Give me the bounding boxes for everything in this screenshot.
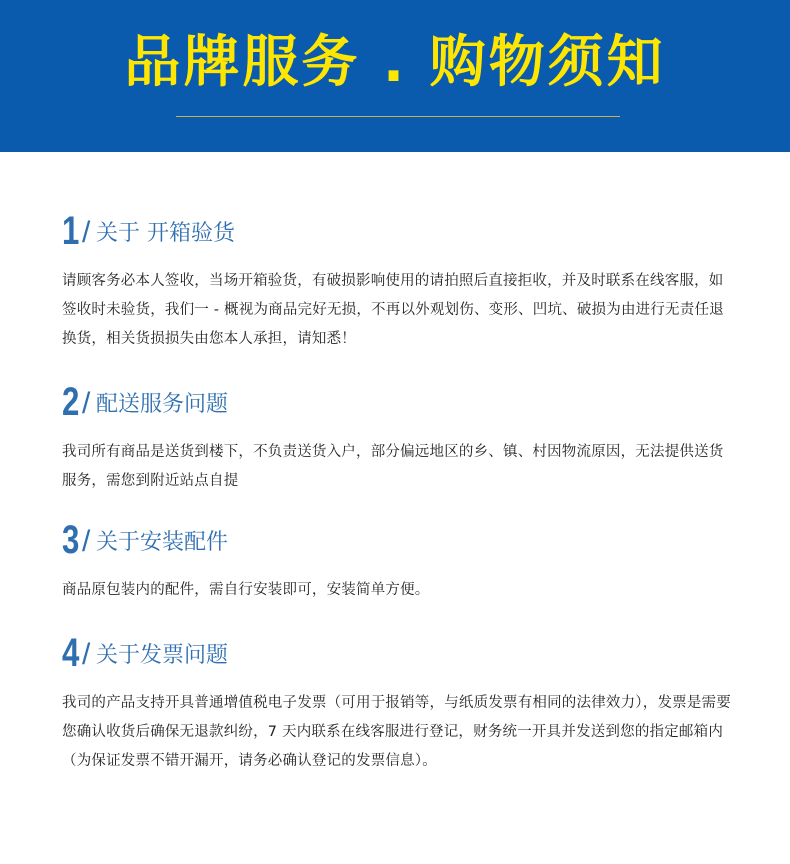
section-heading: [62, 380, 732, 426]
section-heading: [62, 518, 732, 564]
section-slash: /: [82, 638, 91, 671]
section-heading: [62, 631, 732, 677]
section-number: 2: [62, 380, 80, 424]
section-title: 配送服务问题: [96, 392, 229, 417]
section-body: 我司的产品支持开具普通增值税电子发票（可用于报销等，与纸质发票有相同的法律效力），发票是需要您确认收货后确保无退款纠纷，7 天内联系在线客服进行登记，财务统一开具并发送到您的指定邮箱内（为保证发票不错开漏开，请务必确认登记的发票信息）。: [62, 695, 731, 769]
section-slash: /: [82, 216, 91, 249]
section-body: 请顾客务必本人签收，当场开箱验货，有破损影响使用的请拍照后直接拒收，并及时联系在线客服，如签收时未验货，我们一 - 概视为商品完好无损，不再以外观划伤、变形、凹坑、破损为由进行无责任退换货，相关货损损失由您本人承担，请知悉！: [62, 273, 724, 347]
section-delivery-service: [62, 380, 732, 496]
section-number: 1: [62, 209, 80, 253]
section-unboxing-inspection: [62, 209, 732, 354]
section-slash: /: [82, 525, 91, 558]
section-number: 3: [62, 518, 80, 562]
section-invoice: [62, 631, 732, 776]
section-heading: [62, 209, 732, 255]
section-title: 关于安装配件: [96, 530, 229, 555]
section-title: 关于 开箱验货: [96, 221, 235, 246]
section-installation-accessories: [62, 518, 732, 605]
section-body: 我司所有商品是送货到楼下，不负责送货入户，部分偏远地区的乡、镇、村因物流原因，无法提供送货服务，需您到附近站点自提: [62, 444, 724, 489]
section-title: 关于发票问题: [96, 643, 229, 668]
section-number: 4: [62, 631, 80, 675]
banner-title: 品牌服务 . 购物须知: [124, 30, 666, 95]
header-banner: [0, 0, 790, 152]
section-slash: /: [82, 387, 91, 420]
section-body: 商品原包装内的配件，需自行安装即可，安装简单方便。: [62, 582, 430, 598]
banner-divider: [176, 116, 620, 117]
